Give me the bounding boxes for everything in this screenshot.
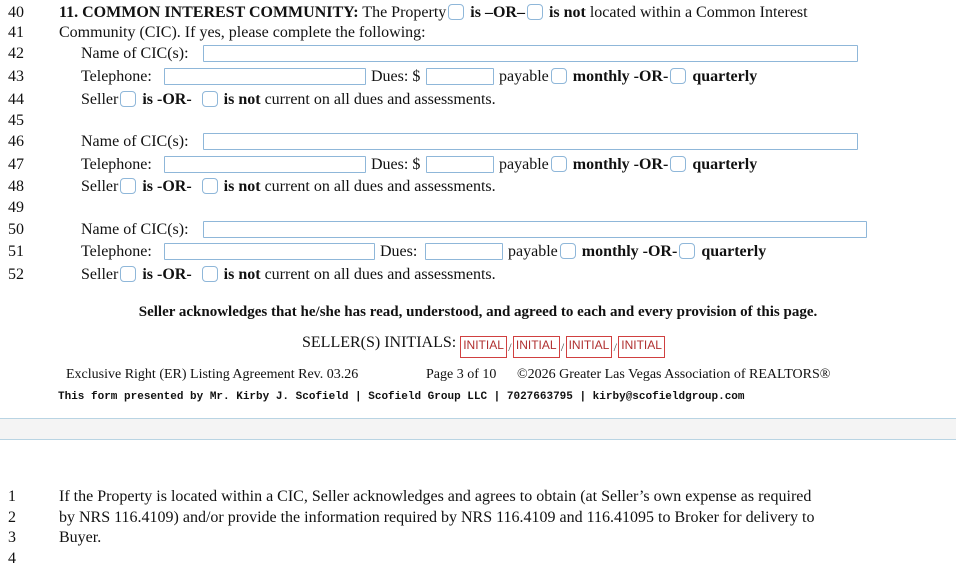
presented-by-line: This form presented by Mr. Kirby J. Scofield | Scofield Group LLC | 7027663795 | kirby@scofieldgroup.com [58,391,745,403]
heading-text: The Property [362,4,447,21]
cic-name-label: Name of CIC(s): [81,133,189,150]
dues-field-3[interactable] [425,243,503,260]
is-not-label: is not [223,266,261,283]
line-number: 3 [8,529,16,546]
line-number: 47 [8,156,24,173]
dues-field-2[interactable] [426,156,494,173]
line-number: 50 [8,221,24,238]
quarterly-checkbox-1[interactable] [670,68,686,84]
quarterly-checkbox-2[interactable] [670,156,686,172]
monthly-checkbox-1[interactable] [551,68,567,84]
seller-label: Seller [81,266,119,283]
cic-name-field-2[interactable] [203,133,858,150]
initial-field-2[interactable]: INITIAL [513,336,560,358]
dues-label: Dues: $ [371,156,421,173]
seller-is-not-checkbox-1[interactable] [202,91,218,107]
seller-current-row [81,177,496,197]
footer-page-number: Page 3 of 10 [426,367,497,382]
monthly-checkbox-3[interactable] [560,243,576,259]
dues-label: Dues: [380,243,418,260]
initial-separator: / [560,340,565,354]
seller-is-not-checkbox-2[interactable] [202,178,218,194]
seller-label: Seller [81,91,119,108]
cic-paragraph-line: Buyer. [59,529,102,546]
monthly-checkbox-2[interactable] [551,156,567,172]
cic-name-field-1[interactable] [203,45,858,62]
line-number: 42 [8,45,24,62]
telephone-label: Telephone: [81,68,152,85]
seller-is-checkbox-3[interactable] [120,266,136,282]
line-number: 4 [8,550,16,567]
payable-label: payable [499,68,549,85]
line-number: 1 [8,488,16,505]
initial-separator: / [508,340,512,354]
cic-instructions: Community (CIC). If yes, please complete the following: [59,24,426,41]
section-heading-row [59,3,808,23]
seller-is-checkbox-2[interactable] [120,178,136,194]
is-or-label: is -OR- [142,178,192,195]
monthly-or-label: monthly -OR- [572,68,669,85]
dues-field-1[interactable] [426,68,494,85]
quarterly-label: quarterly [692,68,758,85]
is-option-label: is –OR– [470,4,525,21]
telephone-field-1[interactable] [164,68,366,85]
current-text: current on all dues and assessments. [264,178,496,195]
is-not-label: is not [223,91,261,108]
line-number: 46 [8,133,24,150]
section-heading: 11. COMMON INTEREST COMMUNITY: [59,4,359,21]
seller-current-row [81,265,496,285]
current-text: current on all dues and assessments. [264,266,496,283]
monthly-or-label: monthly -OR- [572,156,669,173]
is-or-label: is -OR- [142,91,192,108]
page-gap [0,419,956,439]
initial-field-4[interactable]: INITIAL [618,336,665,358]
line-number: 2 [8,509,16,526]
telephone-label: Telephone: [81,243,152,260]
quarterly-label: quarterly [692,156,758,173]
cic-paragraph-line: by NRS 116.4109) and/or provide the information required by NRS 116.4109 and 116.41095 to Broker for delivery to [59,509,815,526]
line-number: 43 [8,68,24,85]
cic-no-checkbox[interactable] [527,4,543,20]
cic-yes-checkbox[interactable] [448,4,464,20]
footer-copyright: ©2026 Greater Las Vegas Association of REALTORS® [517,367,831,382]
payable-row [499,155,757,175]
cic-paragraph-line: If the Property is located within a CIC, Seller acknowledges and agrees to obtain (at Seller’s own expense as required [59,488,812,505]
monthly-or-label: monthly -OR- [581,243,678,260]
payable-row [499,67,757,87]
seller-is-checkbox-1[interactable] [120,91,136,107]
line-number: 52 [8,266,24,283]
initials-label: SELLER(S) INITIALS: [302,334,457,351]
payable-row [508,242,766,262]
cic-name-field-3[interactable] [203,221,867,238]
line-number: 44 [8,91,24,108]
is-not-option-label: is not [548,4,586,21]
current-text: current on all dues and assessments. [264,91,496,108]
cic-name-label: Name of CIC(s): [81,45,189,62]
footer-form-title: Exclusive Right (ER) Listing Agreement Rev. 03.26 [66,367,359,382]
dues-label: Dues: $ [371,68,421,85]
line-number: 48 [8,178,24,195]
seller-current-row [81,90,496,110]
seller-initials-row [302,334,665,358]
seller-is-not-checkbox-3[interactable] [202,266,218,282]
cic-name-label: Name of CIC(s): [81,221,189,238]
telephone-label: Telephone: [81,156,152,173]
telephone-field-3[interactable] [164,243,375,260]
initial-field-1[interactable]: INITIAL [460,336,507,358]
is-not-label: is not [223,178,261,195]
line-number: 41 [8,24,24,41]
line-number: 40 [8,4,24,21]
is-or-label: is -OR- [142,266,192,283]
telephone-field-2[interactable] [164,156,366,173]
quarterly-label: quarterly [701,243,767,260]
quarterly-checkbox-3[interactable] [679,243,695,259]
seller-label: Seller [81,178,119,195]
seller-acknowledgement: Seller acknowledges that he/she has read, understood, and agreed to each and every provision of this page. [138,304,818,320]
initial-separator: / [613,340,617,354]
line-number: 49 [8,199,24,216]
payable-label: payable [508,243,558,260]
line-number: 45 [8,112,24,129]
line-number: 51 [8,243,24,260]
payable-label: payable [499,156,549,173]
initial-field-3[interactable]: INITIAL [566,336,613,358]
form-page-4 [0,440,956,567]
heading-text: located within a Common Interest [589,4,808,21]
